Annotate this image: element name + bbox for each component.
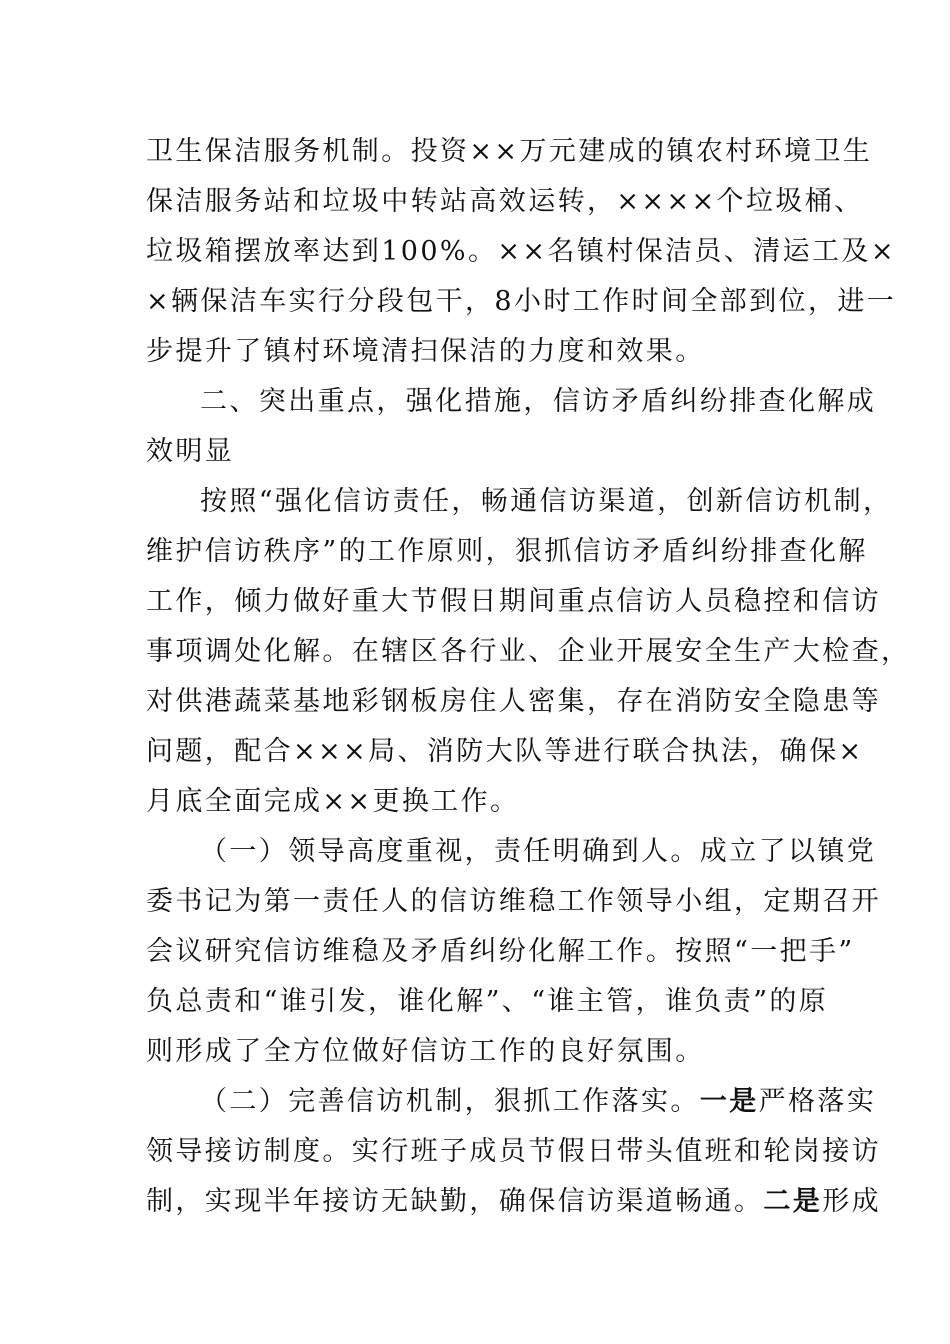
bold-marker: 一是 (699, 1086, 759, 1117)
paragraph-line: 委书记为第一责任人的信访维稳工作领导小组，定期召开 (146, 886, 881, 917)
paragraph-line: 保洁服务站和垃圾中转站高效运转，××××个垃圾桶、 (146, 186, 864, 217)
paragraph-line: 负总责和“谁引发，谁化解”、“谁主管，谁负责”的原 (146, 986, 829, 1017)
paragraph-text: 形成 (822, 1186, 882, 1217)
paragraph-line: 事项调处化解。在辖区各行业、企业开展安全生产大检查， (146, 636, 911, 667)
paragraph-line: 会议研究信访维稳及矛盾纠纷化解工作。按照“一把手” (146, 936, 855, 967)
paragraph-text: 制，实现半年接访无缺勤，确保信访渠道畅通。 (146, 1186, 764, 1217)
paragraph-line: 则形成了全方位做好信访工作的良好氛围。 (146, 1036, 705, 1067)
paragraph-line: 问题，配合×××局、消防大队等进行联合执法，确保× (146, 736, 864, 767)
paragraph-line: 领导接访制度。实行班子成员节假日带头值班和轮岗接访 (146, 1136, 881, 1167)
paragraph-line: 垃圾箱摆放率达到100%。××名镇村保洁员、清运工及× (146, 236, 896, 267)
paragraph-line (146, 1182, 881, 1222)
paragraph-line: 维护信访秩序”的工作原则，狠抓信访矛盾纠纷排查化解 (146, 536, 868, 567)
paragraph-line (200, 1082, 876, 1122)
section-heading: 二、突出重点，强化措施，信访矛盾纠纷排查化解成 (200, 386, 877, 417)
paragraph-line: 步提升了镇村环境清扫保洁的力度和效果。 (146, 336, 705, 367)
section-heading-continued: 效明显 (146, 436, 235, 467)
paragraph-line: 卫生保洁服务机制。投资××万元建成的镇农村环境卫生 (146, 136, 873, 167)
bold-marker: 二是 (763, 1186, 823, 1217)
paragraph-line: 工作，倾力做好重大节假日期间重点信访人员稳控和信访 (146, 586, 881, 617)
paragraph-text: 严格落实 (758, 1086, 877, 1117)
paragraph-line: 对供港蔬菜基地彩钢板房住人密集，存在消防安全隐患等 (146, 686, 881, 717)
paragraph-text: （二）完善信访机制，狠抓工作落实。 (200, 1086, 700, 1117)
paragraph-line: 按照“强化信访责任，畅通信访渠道，创新信访机制， (200, 486, 893, 517)
paragraph-line: （一）领导高度重视，责任明确到人。成立了以镇党 (200, 836, 877, 867)
paragraph-line: ×辆保洁车实行分段包干，8小时工作时间全部到位，进一 (146, 286, 897, 317)
paragraph-line: 月底全面完成××更换工作。 (146, 786, 520, 817)
